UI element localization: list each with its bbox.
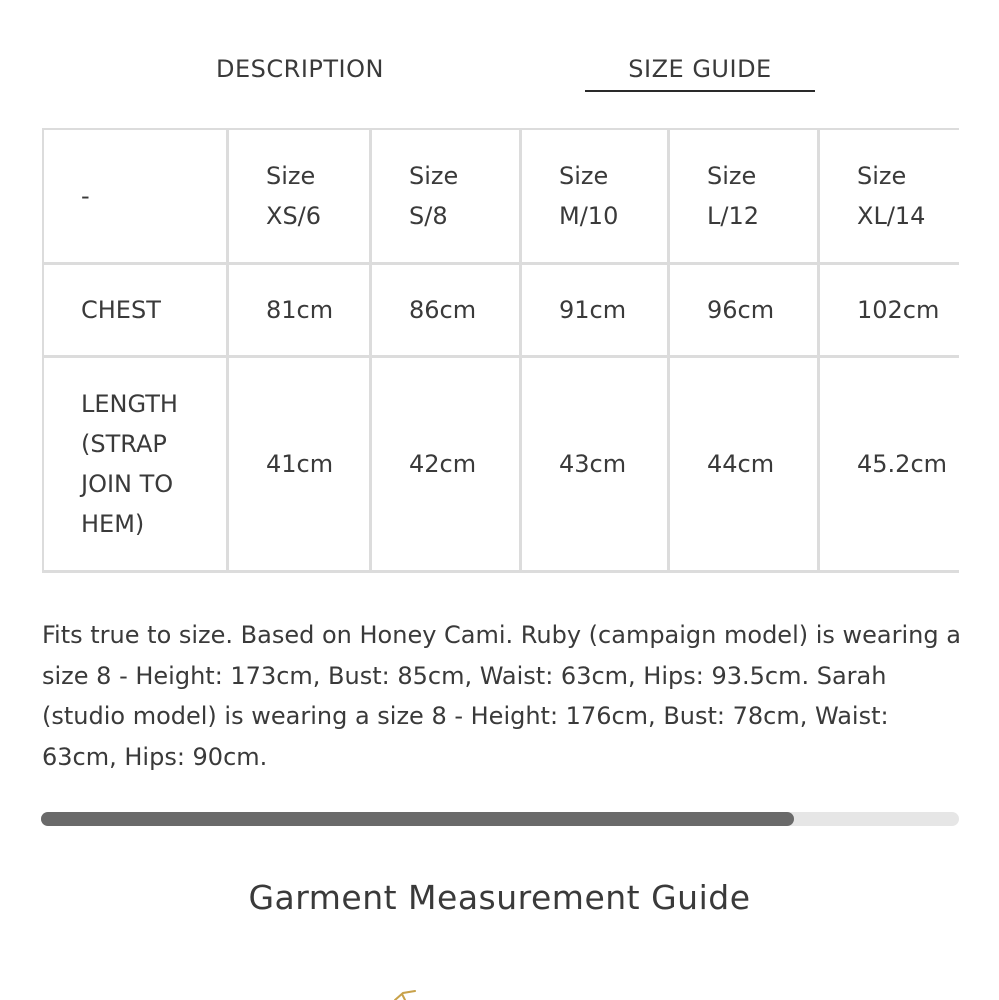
header-label: Size XS/6 xyxy=(266,162,322,230)
cell-value: 43cm xyxy=(559,450,627,478)
cell-value: 91cm xyxy=(559,296,627,324)
size-table xyxy=(42,128,959,573)
scrollbar-thumb[interactable] xyxy=(41,812,794,826)
cell-value: 102cm xyxy=(857,296,940,324)
table-header-cell xyxy=(372,130,519,262)
table-row xyxy=(44,265,959,355)
fit-note: Fits true to size. Based on Honey Cami. Ruby (campaign model) is wearing a size 8 - Height: 173cm, Bust: 85cm, Waist: 63cm, Hips: 93.5cm. Sarah (studio model) is wearing a size 8 - Height: 176cm, Bust: 78cm, Waist: 63cm, Hips: 90cm. xyxy=(42,621,961,771)
header-label: - xyxy=(81,182,90,210)
header-label: Size S/8 xyxy=(409,162,459,230)
row-label-cell xyxy=(44,265,226,355)
table-header-cell xyxy=(229,130,369,262)
table-cell xyxy=(670,265,817,355)
cell-value: 42cm xyxy=(409,450,477,478)
table-row xyxy=(44,358,959,570)
garment-illustration-fragment xyxy=(393,990,421,1000)
cell-value: 41cm xyxy=(266,450,334,478)
table-header-cell xyxy=(522,130,667,262)
row-label: LENGTH (STRAP JOIN TO HEM) xyxy=(81,390,178,538)
cell-value: 44cm xyxy=(707,450,775,478)
table-cell xyxy=(820,265,959,355)
row-label: CHEST xyxy=(81,296,161,324)
cell-value: 96cm xyxy=(707,296,775,324)
table-header-cell xyxy=(44,130,226,262)
table-cell xyxy=(522,358,667,570)
table-cell xyxy=(229,358,369,570)
size-table-scroll-area[interactable] xyxy=(42,128,959,576)
header-label: Size L/12 xyxy=(707,162,759,230)
section-title: Garment Measurement Guide xyxy=(248,878,751,917)
table-cell xyxy=(522,265,667,355)
table-header-cell xyxy=(670,130,817,262)
row-label-cell xyxy=(44,358,226,570)
tab-description[interactable]: DESCRIPTION xyxy=(216,55,384,83)
table-header-row xyxy=(44,130,959,262)
table-cell xyxy=(372,265,519,355)
header-label: Size XL/14 xyxy=(857,162,926,230)
table-cell xyxy=(670,358,817,570)
table-cell xyxy=(820,358,959,570)
table-cell xyxy=(229,265,369,355)
cell-value: 86cm xyxy=(409,296,477,324)
table-cell xyxy=(372,358,519,570)
cell-value: 45.2cm xyxy=(857,450,948,478)
cell-value: 81cm xyxy=(266,296,334,324)
horizontal-scrollbar[interactable] xyxy=(41,812,959,826)
header-label: Size M/10 xyxy=(559,162,619,230)
table-header-cell xyxy=(820,130,959,262)
tab-size-guide[interactable]: SIZE GUIDE xyxy=(585,52,815,92)
